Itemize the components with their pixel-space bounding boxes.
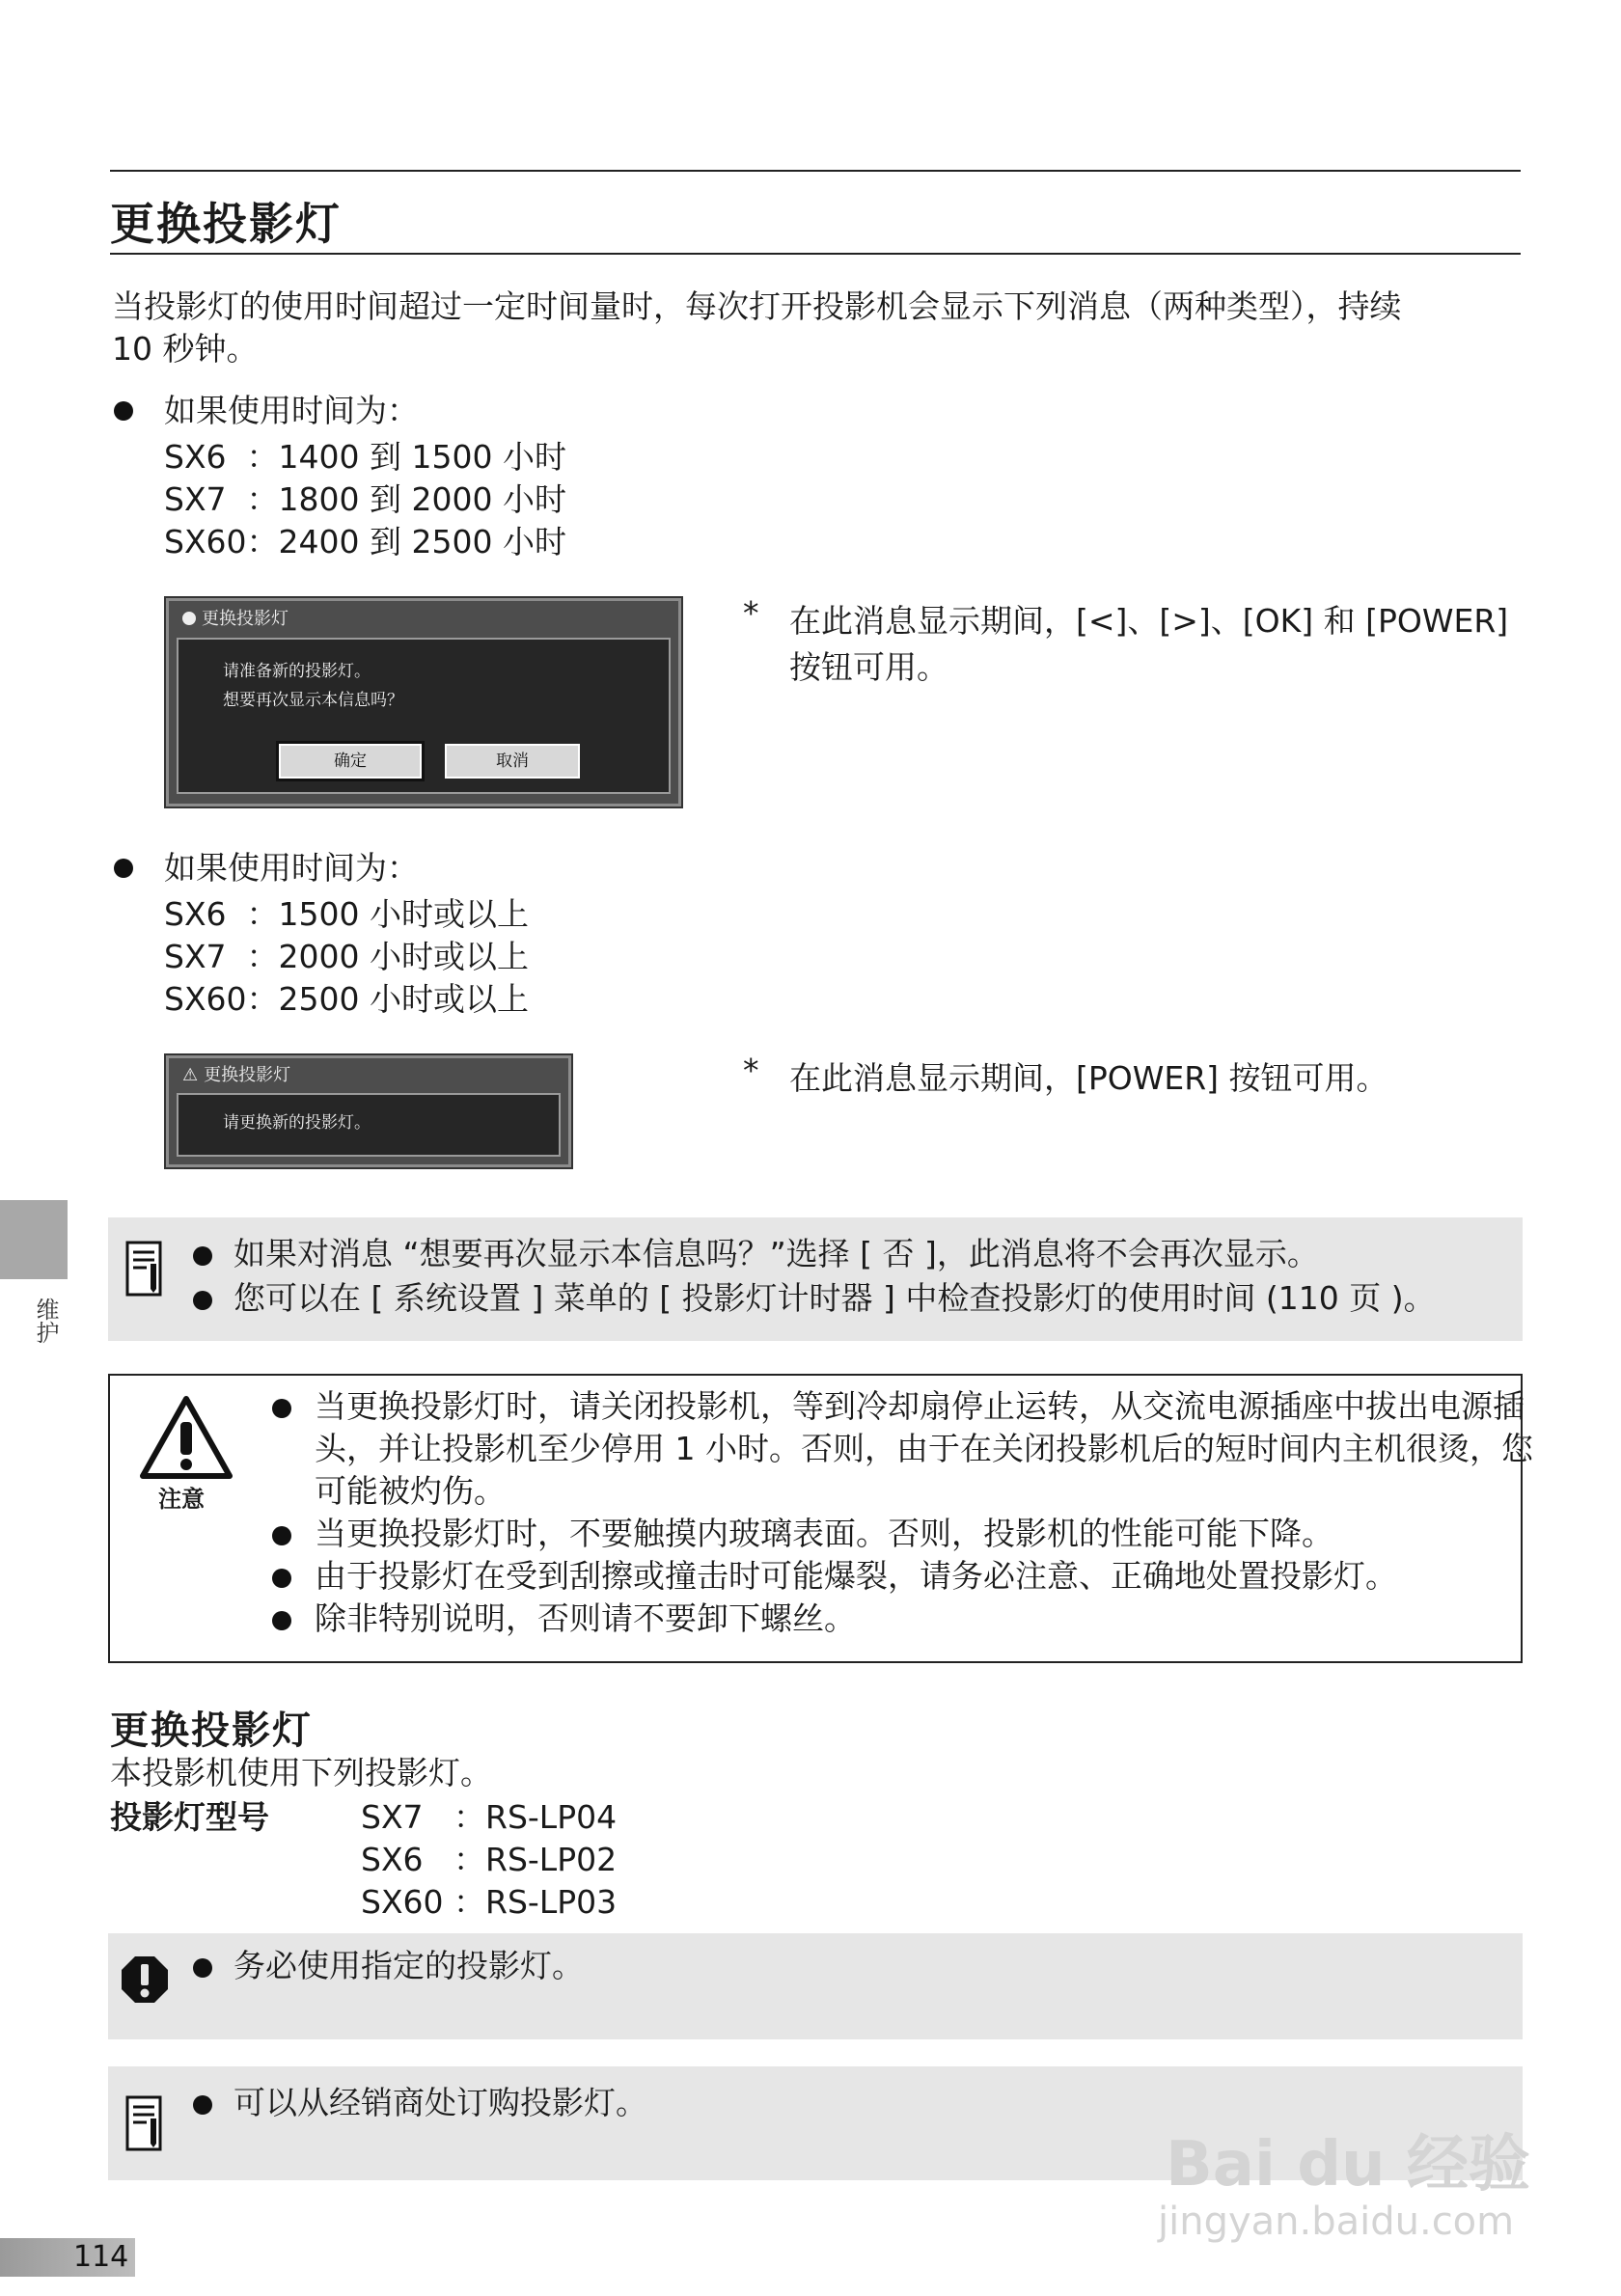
side-tab — [0, 1200, 68, 1279]
dialog-title: ⚠ 更换投影灯 — [169, 1058, 568, 1093]
caution-item: 头，并让投影机至少停用 1 小时。否则，由于在关闭投影机后的短时间内主机很烫，您 — [315, 1430, 1533, 1467]
case2-row: SX60：2500 小时或以上 — [164, 980, 530, 1018]
case2-note: 在此消息显示期间，[POWER] 按钮可用。 — [789, 1059, 1388, 1097]
important-item: 务必使用指定的投影灯。 — [234, 1947, 584, 1984]
memo-item: 您可以在 [ 系统设置 ] 菜单的 [ 投影灯计时器 ] 中检查投影灯的使用时间 (110 页 )。 — [234, 1279, 1436, 1317]
caution-item: 除非特别说明，否则请不要卸下螺丝。 — [315, 1599, 856, 1637]
cancel-button[interactable]: 取消 — [445, 744, 580, 779]
case1-note: 在此消息显示期间，[<]、[>]、[OK] 和 [POWER] — [789, 602, 1509, 640]
caution-item: 由于投影灯在受到刮擦或撞击时可能爆裂，请务必注意、正确地处置投影灯。 — [315, 1557, 1397, 1595]
top-rule — [110, 170, 1521, 172]
dialog-line: 想要再次显示本信息吗？ — [223, 691, 403, 710]
dialog-title: 更换投影灯 — [169, 601, 678, 638]
replace-dialog-screenshot — [166, 1055, 571, 1167]
title-rule — [110, 253, 1521, 255]
dialog-body — [177, 638, 671, 794]
caution-box — [108, 1374, 1533, 1663]
bullet-icon — [272, 1399, 291, 1418]
case1-lead: 如果使用时间为： — [164, 392, 419, 429]
case1-note: 按钮可用。 — [789, 648, 948, 686]
case1-row: SX6 ：1400 到 1500 小时 — [164, 438, 566, 476]
asterisk: * — [743, 1052, 759, 1089]
model-label: 投影灯型号 — [110, 1798, 269, 1836]
memo-icon — [125, 2095, 162, 2151]
page-number: 114 — [73, 2240, 129, 2274]
model-row: SX60 ：RS-LP03 — [361, 1883, 618, 1921]
bullet-icon — [193, 1291, 212, 1310]
memo-icon — [125, 1241, 162, 1297]
bullet-icon — [272, 1611, 291, 1630]
model-row: SX7 ：RS-LP04 — [361, 1798, 618, 1836]
case2-row: SX6 ：1500 小时或以上 — [164, 895, 530, 933]
lamp-icon — [182, 612, 196, 625]
reminder-dialog-screenshot — [166, 598, 681, 806]
page-title: 更换投影灯 — [110, 198, 342, 250]
case1-row: SX7 ：1800 到 2000 小时 — [164, 480, 566, 518]
caution-label: 注意 — [158, 1486, 205, 1513]
bullet-icon — [193, 1958, 212, 1978]
watermark-brand: Bai du 经验 — [1166, 2129, 1530, 2200]
side-tab-label: 维护 — [32, 1298, 59, 1344]
important-icon — [120, 1954, 170, 2005]
dialog-line: 请准备新的投影灯。 — [223, 662, 371, 681]
warning-icon: ⚠ — [182, 1065, 199, 1085]
case2-lead: 如果使用时间为： — [164, 849, 419, 887]
case2-row: SX7 ：2000 小时或以上 — [164, 938, 530, 975]
bullet-icon — [193, 1246, 212, 1266]
subsection-title: 更换投影灯 — [110, 1708, 313, 1753]
ok-button[interactable]: 确定 — [279, 744, 422, 779]
caution-item: 当更换投影灯时，不要触摸内玻璃表面。否则，投影机的性能可能下降。 — [315, 1515, 1333, 1552]
bullet-icon — [193, 2095, 212, 2115]
bullet-icon — [114, 401, 133, 421]
memo-item: 可以从经销商处订购投影灯。 — [234, 2084, 647, 2121]
watermark-url: jingyan.baidu.com — [1158, 2200, 1515, 2244]
intro-line-2: 10 秒钟。 — [112, 330, 259, 368]
dialog-line: 请更换新的投影灯。 — [223, 1113, 371, 1133]
subsection-intro: 本投影机使用下列投影灯。 — [110, 1754, 492, 1791]
caution-item: 当更换投影灯时，请关闭投影机，等到冷却扇停止运转，从交流电源插座中拔出电源插 — [315, 1387, 1525, 1425]
model-row: SX6 ：RS-LP02 — [361, 1841, 618, 1878]
bullet-icon — [272, 1569, 291, 1588]
case1-row: SX60：2400 到 2500 小时 — [164, 523, 566, 560]
bullet-icon — [272, 1526, 291, 1545]
asterisk: * — [743, 594, 759, 632]
caution-item: 可能被灼伤。 — [315, 1472, 506, 1510]
intro-line-1: 当投影灯的使用时间超过一定时间量时，每次打开投影机会显示下列消息（两种类型），持续 — [112, 287, 1402, 325]
memo-box — [108, 1217, 1523, 1341]
memo-item: 如果对消息 “想要再次显示本信息吗？”选择 [ 否 ]，此消息将不会再次显示。 — [234, 1235, 1319, 1272]
important-box — [108, 1933, 1523, 2039]
caution-icon — [139, 1395, 234, 1482]
dialog-body — [177, 1093, 561, 1157]
bullet-icon — [114, 859, 133, 878]
